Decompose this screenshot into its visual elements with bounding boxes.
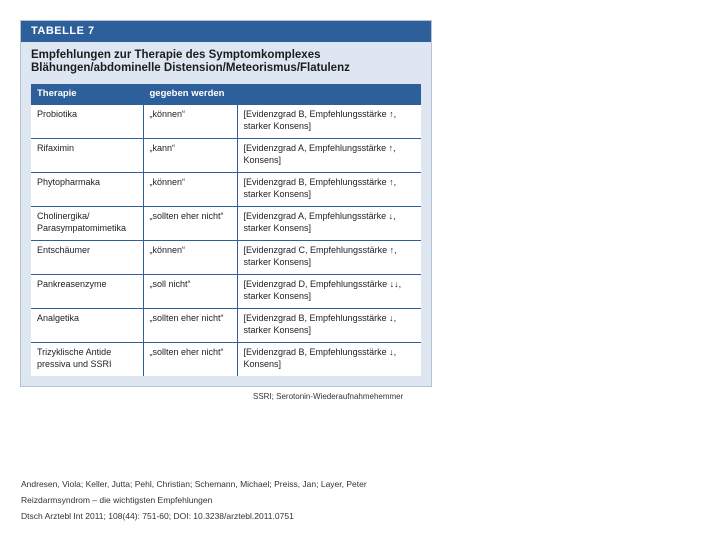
therapy-cell: Probiotika [31,104,143,138]
table-row [31,206,421,240]
header-evidence [237,84,421,104]
table-label: TABELLE 7 [21,21,431,42]
table-panel [20,20,432,387]
given-cell: „kann“ [143,138,237,172]
citation-block [21,476,367,524]
given-cell: „können“ [143,104,237,138]
evidence-cell: [Evidenzgrad B, Empfehlungsstärke ↓, Konsens] [237,342,421,376]
table-header-row [31,84,421,104]
given-cell: „soll nicht“ [143,274,237,308]
table-caption: Empfehlungen zur Therapie des Symptomkomplexes Blähungen/abdominelle Distension/Meteorismus/Flatulenz [31,49,350,74]
table-row [31,240,421,274]
given-cell: „sollten eher nicht“ [143,342,237,376]
table-row [31,172,421,206]
evidence-cell: [Evidenzgrad B, Empfehlungsstärke ↑, starker Konsens] [237,172,421,206]
evidence-cell: [Evidenzgrad C, Empfehlungsstärke ↑, starker Konsens] [237,240,421,274]
table-row [31,308,421,342]
header-therapy: Therapie [31,84,143,104]
therapy-cell: Cholinergika/ Parasympatomimetika [31,206,143,240]
table-row [31,342,421,376]
header-given: gegeben werden [143,84,237,104]
table-row [31,138,421,172]
therapy-cell: Pankreasenzyme [31,274,143,308]
given-cell: „sollten eher nicht“ [143,308,237,342]
given-cell: „können“ [143,240,237,274]
citation-authors: Andresen, Viola; Keller, Jutta; Pehl, Christian; Schemann, Michael; Preiss, Jan; Layer, Peter [21,479,367,489]
evidence-cell: [Evidenzgrad A, Empfehlungsstärke ↓, starker Konsens] [237,206,421,240]
evidence-cell: [Evidenzgrad A, Empfehlungsstärke ↑, Konsens] [237,138,421,172]
therapy-cell: Rifaximin [31,138,143,172]
citation-source: Dtsch Arztebl Int 2011; 108(44): 751-60; DOI: 10.3238/arztebl.2011.0751 [21,511,294,521]
table-row [31,104,421,138]
therapy-cell: Analgetika [31,308,143,342]
table-row [31,274,421,308]
therapy-cell: Phytopharmaka [31,172,143,206]
evidence-cell: [Evidenzgrad B, Empfehlungsstärke ↑, starker Konsens] [237,104,421,138]
evidence-cell: [Evidenzgrad B, Empfehlungsstärke ↓, starker Konsens] [237,308,421,342]
therapy-cell: Trizyklische Antide pressiva und SSRI [31,342,143,376]
evidence-cell: [Evidenzgrad D, Empfehlungsstärke ↓↓, starker Konsens] [237,274,421,308]
therapy-cell: Entschäumer [31,240,143,274]
citation-title: Reizdarmsyndrom – die wichtigsten Empfehlungen [21,495,213,505]
given-cell: „sollten eher nicht“ [143,206,237,240]
given-cell: „können“ [143,172,237,206]
table-footnote: SSRI; Serotonin-Wiederaufnahmehemmer [253,392,404,401]
recommendation-table [31,84,421,376]
